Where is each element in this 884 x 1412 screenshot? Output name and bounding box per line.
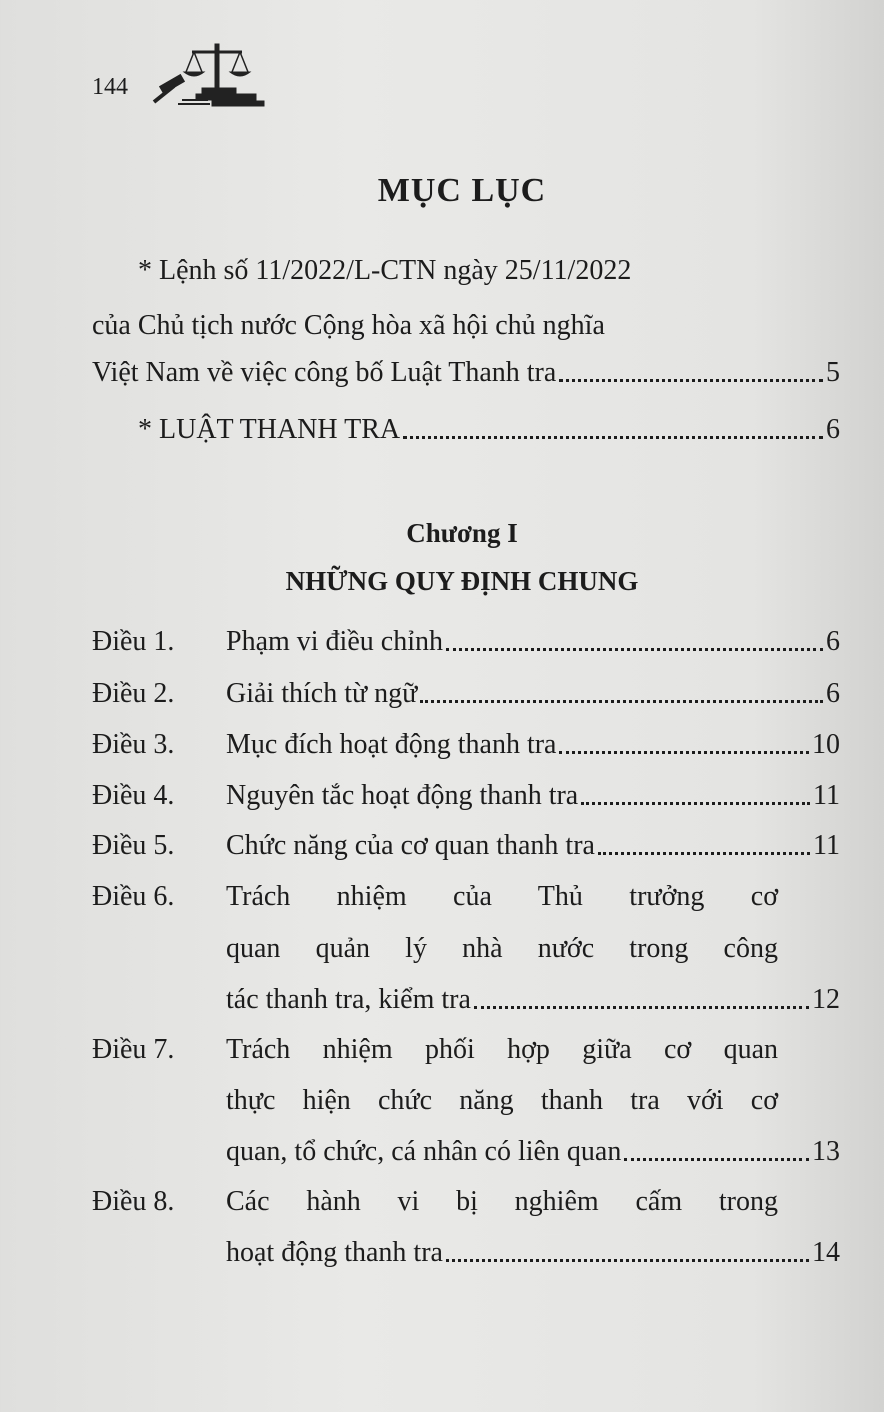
article-title-line: hoạt động thanh tra xyxy=(226,1237,443,1268)
chapter-name: NHỮNG QUY ĐỊNH CHUNG xyxy=(285,566,639,596)
article-title: Mục đích hoạt động thanh tra xyxy=(226,729,557,760)
article-title: Nguyên tắc hoạt động thanh tra xyxy=(226,780,579,811)
order-entry-line2: của Chủ tịch nước Cộng hòa xã hội chủ nghĩa xyxy=(92,310,605,341)
article-page: 14 xyxy=(812,1237,840,1268)
article-label: Điều 1. xyxy=(92,626,175,657)
article-entry xyxy=(226,677,840,711)
leader-dots xyxy=(581,802,810,805)
article-label: Điều 6. xyxy=(92,881,175,912)
leader-dots xyxy=(598,852,810,855)
article-title-line: Các hành vi bị nghiêm cấm trong xyxy=(226,1186,778,1217)
article-title-line: Trách nhiệm phối hợp giữa cơ quan xyxy=(226,1034,778,1065)
leader-dots xyxy=(474,1006,809,1009)
article-title-line: thực hiện chức năng thanh tra với cơ xyxy=(226,1085,778,1116)
article-page: 11 xyxy=(813,780,840,811)
article-page: 10 xyxy=(812,729,840,760)
scales-of-justice-icon xyxy=(152,38,282,108)
order-entry-line1: * Lệnh số 11/2022/L-CTN ngày 25/11/2022 xyxy=(138,255,632,286)
article-entry xyxy=(226,728,840,762)
article-entry xyxy=(226,625,840,659)
chapter-label: Chương I xyxy=(406,518,518,548)
article-entry xyxy=(226,829,840,863)
table-of-contents-title: MỤC LỤC xyxy=(377,172,547,209)
leader-dots xyxy=(420,700,823,703)
article-page: 13 xyxy=(812,1136,840,1167)
article-page: 11 xyxy=(813,830,840,861)
article-page: 12 xyxy=(812,984,840,1015)
article-label: Điều 7. xyxy=(92,1034,175,1065)
article-title-line: quan quản lý nhà nước trong công xyxy=(226,933,778,964)
article-label: Điều 8. xyxy=(92,1186,175,1217)
order-page-number: 5 xyxy=(826,357,840,388)
article-label: Điều 2. xyxy=(92,678,175,709)
leader-dots xyxy=(559,751,809,754)
article-title: Phạm vi điều chỉnh xyxy=(226,626,443,657)
article-title: Giải thích từ ngữ xyxy=(226,678,418,709)
article-entry xyxy=(226,1236,840,1270)
leader-dots xyxy=(403,436,823,439)
law-title: * LUẬT THANH TRA xyxy=(138,414,401,445)
article-entry xyxy=(226,1135,840,1169)
article-label: Điều 5. xyxy=(92,830,175,861)
article-title-line: Trách nhiệm của Thủ trưởng cơ xyxy=(226,881,778,912)
article-entry xyxy=(226,983,840,1017)
order-entry-line3: Việt Nam về việc công bố Luật Thanh tra xyxy=(92,357,557,388)
leader-dots xyxy=(446,648,823,651)
article-title: Chức năng của cơ quan thanh tra xyxy=(226,830,595,861)
article-label: Điều 3. xyxy=(92,729,175,760)
article-page: 6 xyxy=(826,626,840,657)
leader-dots xyxy=(559,379,823,382)
law-entry xyxy=(138,413,840,447)
article-page: 6 xyxy=(826,678,840,709)
article-label: Điều 4. xyxy=(92,780,175,811)
article-entry xyxy=(226,779,840,813)
article-title-line: quan, tổ chức, cá nhân có liên quan xyxy=(226,1136,622,1167)
article-title-line: tác thanh tra, kiểm tra xyxy=(226,984,471,1015)
order-entry xyxy=(92,356,840,390)
page-number: 144 xyxy=(92,74,128,100)
law-page-number: 6 xyxy=(826,414,840,445)
leader-dots xyxy=(624,1158,809,1161)
leader-dots xyxy=(446,1259,809,1262)
